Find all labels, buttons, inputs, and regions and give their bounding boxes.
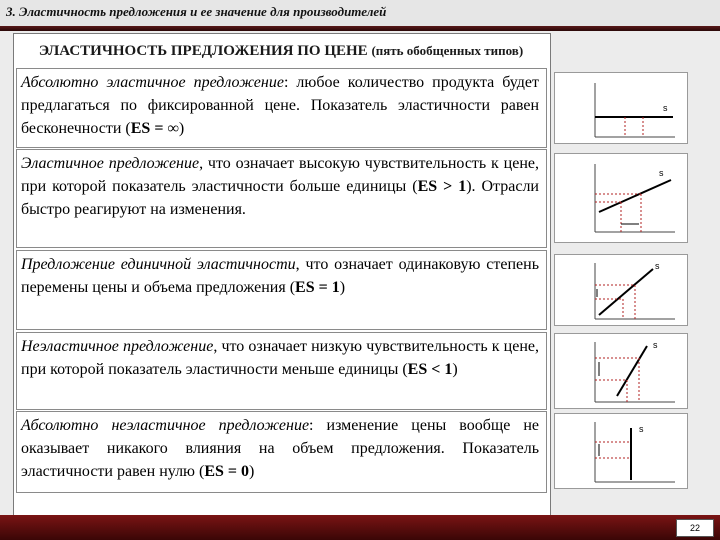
row-formula: ES < 1 — [407, 361, 453, 378]
table-row — [16, 68, 547, 148]
row-description — [21, 253, 539, 299]
table-header-main: ЭЛАСТИЧНОСТЬ ПРЕДЛОЖЕНИЯ ПО ЦЕНЕ — [38, 43, 368, 59]
row-formula: ES = 1 — [295, 279, 340, 296]
row-text: , что означает высокую чувствительность к цене, при которой показатель эластичности больше единицы ( — [21, 155, 539, 195]
row-description — [21, 335, 539, 381]
row-term: Неэластичное предложение — [21, 338, 214, 355]
supply-graph-inelastic — [554, 333, 688, 409]
row-term: Абсолютно эластичное предложение — [21, 74, 284, 91]
row-formula: ES = ∞ — [130, 120, 179, 137]
supply-graph-unit-elastic — [554, 254, 688, 326]
row-text-end: ) — [249, 463, 255, 480]
row-text-end: ). Отрасли быстро реагируют на изменения. — [21, 178, 539, 218]
table-row — [16, 250, 547, 330]
slide-title: 3. Эластичность предложения и ее значение для производителей — [6, 4, 387, 19]
row-text-end: ) — [452, 361, 458, 378]
row-description — [21, 414, 539, 483]
row-description — [21, 152, 539, 221]
row-term: Эластичное предложение — [21, 155, 200, 172]
curve-label: s — [653, 340, 658, 350]
curve-label: s — [639, 424, 644, 434]
curve-label: s — [655, 261, 660, 271]
row-text-end: ) — [339, 279, 346, 296]
row-formula: ES = 0 — [204, 463, 250, 480]
curve-label: s — [659, 168, 664, 178]
table-header-sub: (пять обобщенных типов) — [371, 43, 524, 58]
supply-graph-perfectly-elastic — [554, 72, 688, 144]
row-term: Предложение единичной эластичности — [21, 256, 296, 273]
table-row — [16, 149, 547, 248]
row-description — [21, 71, 539, 140]
table-header — [13, 36, 549, 65]
row-text: : любое количество продукта будет предлагаться по фиксированной цене. Показатель эластичности равен бесконечности ( — [21, 74, 539, 137]
row-formula: ES > 1 — [417, 178, 467, 195]
supply-graph-elastic — [554, 153, 688, 243]
supply-graph-perfectly-inelastic — [554, 413, 688, 489]
row-text: , что означает низкую чувствительность к цене, при которой показатель эластичности меньше единицы ( — [21, 338, 539, 378]
curve-label: s — [663, 103, 668, 113]
row-text: : изменение цены вообще не оказывает никакого влияния на объем предложения. Показатель эластичности равен нулю ( — [21, 417, 539, 480]
table-row — [16, 411, 547, 493]
table-row — [16, 332, 547, 410]
row-term: Абсолютно неэластичное предложение — [21, 417, 310, 434]
row-text: , что означает одинаковую степень перемены цены и объема предложения ( — [21, 256, 540, 296]
row-text-end: ) — [178, 120, 185, 137]
bottom-bar — [0, 515, 720, 540]
page-number: 22 — [676, 519, 714, 537]
